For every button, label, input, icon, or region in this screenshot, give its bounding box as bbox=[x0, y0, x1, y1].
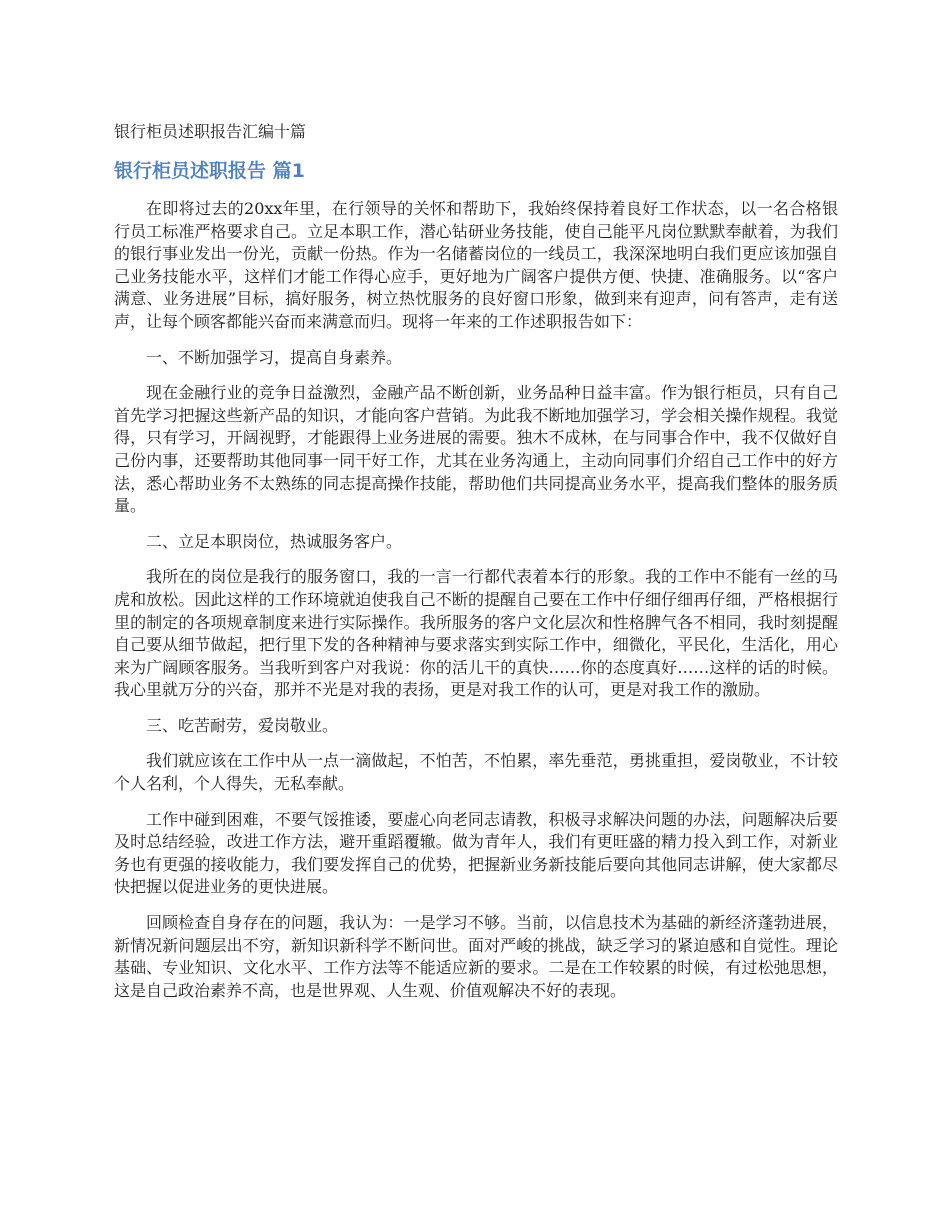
subheading-2: 二、立足本职岗位，热诚服务客户。 bbox=[146, 531, 403, 551]
paragraph-difficulties: 工作中碰到困难，不要气馁推诿，要虚心向老同志请教，积极寻求解决问题的办法，问题解决后要及时总结经验，改进工作方法，避开重蹈覆辙。做为青年人，我们有更旺盛的精力投入到工作，对新业务也有更强的接收能力，我们要发挥自己的优势，把握新业务新技能后要向其他同志讲解，使大家都尽快把握以促进业务的更快进展。 bbox=[114, 809, 838, 897]
document-title: 银行柜员述职报告汇编十篇 bbox=[114, 122, 307, 141]
paragraph-review: 回顾检查自身存在的问题，我认为：一是学习不够。当前，以信息技术为基础的新经济蓬勃进展，新情况新问题层出不穷，新知识新科学不断问世。面对严峻的挑战，缺乏学习的紧迫感和自觉性。理论基础、专业知识、文化水平、工作方法等不能适应新的要求。二是在工作较累的时候，有过松弛思想，这是自己政治素养不高，也是世界观、人生观、价值观解决不好的表现。 bbox=[114, 913, 838, 1000]
subheading-3: 三、吃苦耐劳，爱岗敬业。 bbox=[146, 715, 339, 735]
paragraph-intro: 在即将过去的20xx年里，在行领导的关怀和帮助下，我始终保持着良好工作状态，以一名合格银行员工标准严格要求自己。立足本职工作，潜心钻研业务技能，使自己能平凡岗位默默奉献着，为我们的银行事业发出一份光，贡献一份热。作为一名储蓄岗位的一线员工，我深深地明白我们更应该加强自己业务技能水平，这样们才能工作得心应手，更好地为广阔客户提供方便、快捷、准确服务。以“客户满意、业务进展”目标，搞好服务，树立热忱服务的良好窗口形象，做到来有迎声，问有答声，走有送声，让每个顾客都能兴奋而来满意而归。现将一年来的工作述职报告如下： bbox=[114, 199, 838, 331]
section-heading: 银行柜员述职报告 篇1 bbox=[114, 160, 305, 182]
document-page bbox=[114, 120, 838, 1015]
paragraph-dedication: 我们就应该在工作中从一点一滴做起，不怕苦，不怕累，率先垂范，勇挑重担，爱岗敬业，不计较个人名利，个人得失，无私奉献。 bbox=[114, 751, 838, 794]
paragraph-service: 我所在的岗位是我行的服务窗口，我的一言一行都代表着本行的形象。我的工作中不能有一丝的马虎和放松。因此这样的工作环境就迫使我自己不断的提醒自己要在工作中仔细仔细再仔细，严格根据行里的制定的各项规章制度来进行实际操作。我所服务的客户文化层次和性格脾气各不相同，我时刻提醒自己要从细节做起，把行里下发的各种精神与要求落实到实际工作中，细微化，平民化，生活化，用心来为广阔顾客服务。当我听到客户对我说：你的活儿干的真快……你的态度真好……这样的话的时候。我心里就万分的兴奋，那并不光是对我的表扬，更是对我工作的认可，更是对我工作的激励。 bbox=[114, 567, 838, 700]
paragraph-learning: 现在金融行业的竞争日益激烈，金融产品不断创新，业务品种日益丰富。作为银行柜员，只有自己首先学习把握这些新产品的知识，才能向客户营销。为此我不断地加强学习，学会相关操作规程。我觉得，只有学习，开阔视野，才能跟得上业务进展的需要。独木不成林，在与同事合作中，我不仅做好自己份内事，还要帮助其他同事一同干好工作，尤其在业务沟通上，主动向同事们介绍自己工作中的好方法，悉心帮助业务不太熟练的同志提高操作技能，帮助他们共同提高业务水平，提高我们整体的服务质量。 bbox=[114, 383, 838, 516]
subheading-1: 一、不断加强学习，提高自身素养。 bbox=[146, 347, 403, 367]
